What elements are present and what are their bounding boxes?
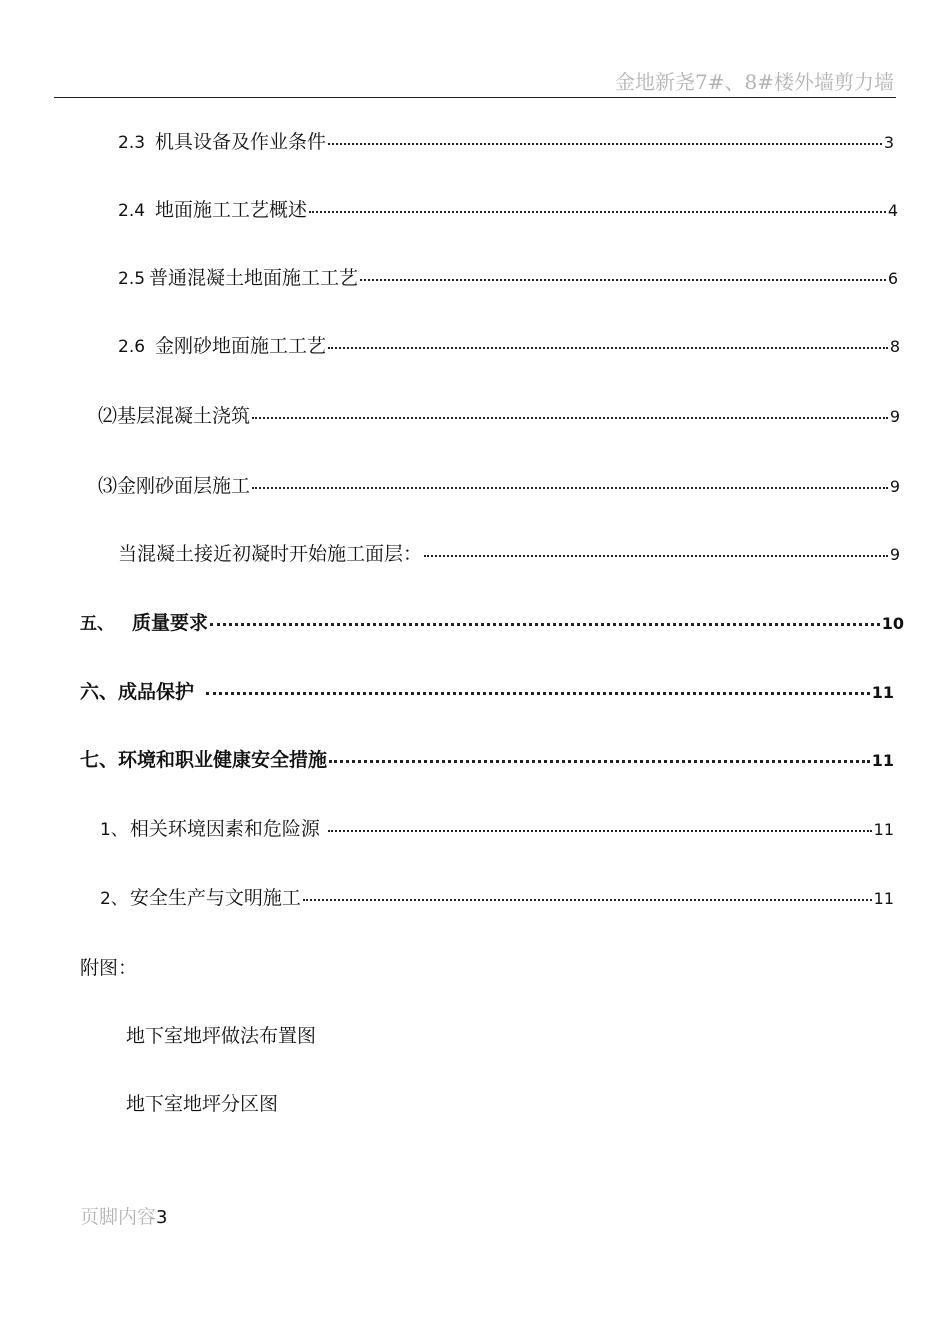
toc-entry-2-4[interactable] xyxy=(118,198,898,223)
page-header: 金地新尧7#、8#楼外墙剪力墙 xyxy=(615,70,894,94)
toc-title: 机具设备及作业条件 xyxy=(155,131,327,153)
toc-page: 6 xyxy=(887,269,898,288)
toc-page: 9 xyxy=(889,477,900,496)
toc-title: 相关环境因素和危险源 xyxy=(129,818,320,840)
toc-title: 安全生产与文明施工 xyxy=(129,887,301,909)
toc-page: 11 xyxy=(871,751,894,770)
toc-title: 质量要求 xyxy=(132,612,209,634)
toc-page: 11 xyxy=(873,820,894,839)
footer-page-number: 3 xyxy=(156,1207,168,1228)
toc-leader xyxy=(252,487,888,489)
toc-leader xyxy=(328,143,882,145)
toc-page: 10 xyxy=(881,614,904,633)
toc-title: 六、成品保护 xyxy=(80,681,195,703)
toc-leader xyxy=(309,211,886,213)
header-rule xyxy=(54,97,896,98)
toc-page: 11 xyxy=(873,889,894,908)
toc-title: 地面施工工艺概述 xyxy=(155,199,308,221)
toc-leader xyxy=(328,347,888,349)
toc-leader xyxy=(206,692,870,695)
toc-entry-surface-layer[interactable] xyxy=(98,474,900,499)
toc-entry-quality[interactable] xyxy=(80,611,904,636)
toc-entry-product-protection[interactable] xyxy=(80,680,894,705)
toc-title: 普通混凝土地面施工工艺 xyxy=(149,267,359,289)
toc-entry-2-3[interactable] xyxy=(118,130,894,155)
toc-entry-environment-safety[interactable] xyxy=(80,748,894,773)
toc-entry-2-5[interactable] xyxy=(118,266,898,291)
toc-leader xyxy=(303,899,872,901)
toc-leader xyxy=(328,830,872,832)
toc-leader xyxy=(329,760,870,763)
toc-leader xyxy=(252,417,888,419)
toc-title: ⑶金刚砂面层施工 xyxy=(98,475,251,497)
toc-page: 4 xyxy=(887,201,898,220)
toc-page: 3 xyxy=(883,133,894,152)
appendix-item: 地下室地坪分区图 xyxy=(126,1093,279,1115)
footer-label: 页脚内容 xyxy=(80,1206,157,1228)
toc-number: 五、 xyxy=(80,614,114,634)
toc-number: 2.6 xyxy=(118,337,146,357)
toc-leader xyxy=(424,555,888,557)
toc-page: 9 xyxy=(889,407,900,426)
toc-leader xyxy=(210,623,880,626)
toc-title: 当混凝土接近初凝时开始施工面层： xyxy=(118,543,423,565)
toc-number: 2.3 xyxy=(118,133,146,153)
toc-entry-hazards[interactable] xyxy=(100,817,894,842)
toc-entry-2-6[interactable] xyxy=(118,334,900,359)
toc-number: 2.5 xyxy=(118,269,146,289)
toc-number: 2、 xyxy=(100,889,128,909)
toc-leader xyxy=(360,279,886,281)
toc-title: 金刚砂地面施工工艺 xyxy=(155,335,327,357)
toc-page: 9 xyxy=(889,545,900,564)
toc-title: 七、环境和职业健康安全措施 xyxy=(80,749,328,771)
toc-number: 2.4 xyxy=(118,201,146,221)
toc-page: 11 xyxy=(871,683,894,702)
toc-entry-initial-setting[interactable] xyxy=(118,542,900,567)
toc-title: ⑵基层混凝土浇筑 xyxy=(98,405,251,427)
appendix-heading: 附图： xyxy=(80,957,138,979)
toc-entry-base-concrete[interactable] xyxy=(98,404,900,429)
appendix-item: 地下室地坪做法布置图 xyxy=(126,1025,317,1047)
page-footer xyxy=(80,1202,167,1229)
toc-number: 1、 xyxy=(100,820,128,840)
toc-page: 8 xyxy=(889,337,900,356)
toc-entry-safe-production[interactable] xyxy=(100,886,894,911)
